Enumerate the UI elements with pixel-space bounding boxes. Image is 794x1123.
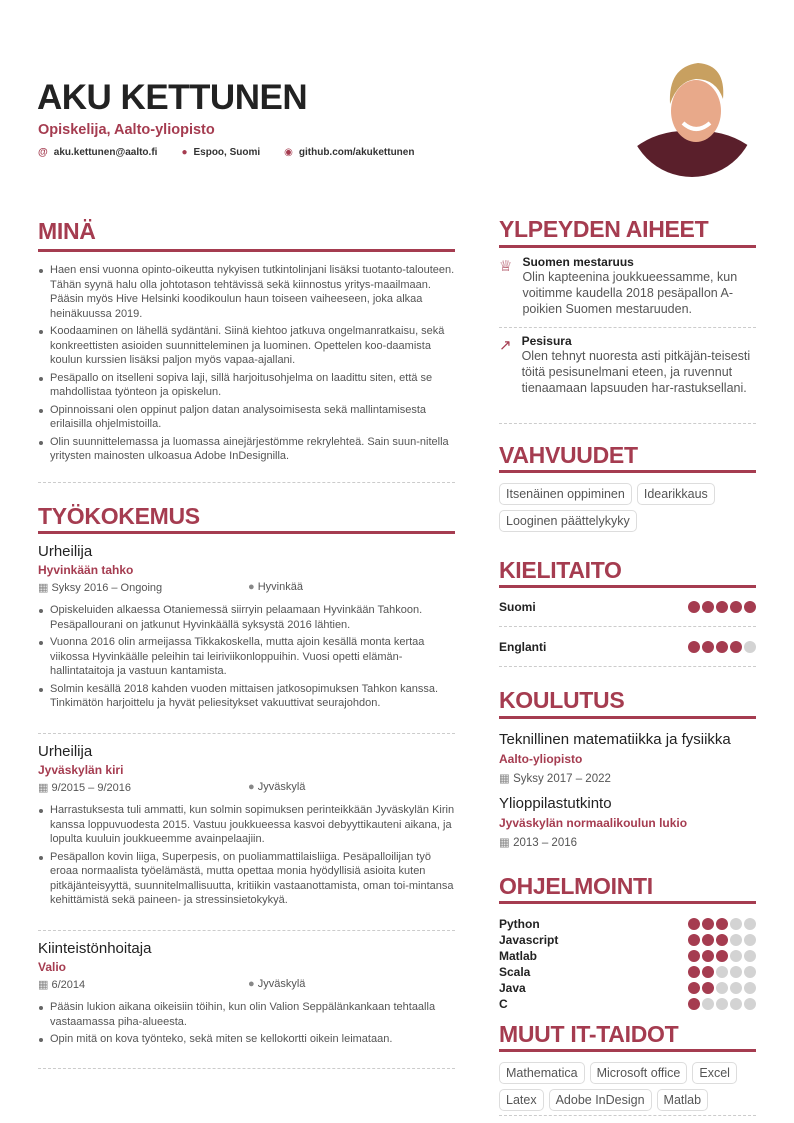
- dot-filled: [688, 998, 700, 1010]
- list-item: Vuonna 2016 olin armeijassa Tikkakoskella, mutta ajoin kesällä monta kertaa viikossa Hyvinkäälle peleihin tai leiriviikonloppuihin. Vuosi opetti elämän-hallintataitoja ja vastuun kantamista.: [38, 635, 455, 679]
- dot-empty: [730, 966, 742, 978]
- map-pin-icon: ●: [248, 781, 258, 793]
- language-name: Englanti: [499, 640, 547, 654]
- job-meta: [38, 978, 455, 994]
- list-item: Pääsin lukion aikana oikeisiin töihin, kun olin Valion Seppälänkankaan tehtaalla vastaamassa piha-alueesta.: [38, 1000, 455, 1029]
- at-icon: @: [38, 147, 48, 158]
- map-pin-icon: ●: [248, 978, 258, 990]
- divider: [499, 327, 756, 328]
- school: Aalto-yliopisto: [499, 752, 583, 766]
- date-text: 2013 – 2016: [513, 837, 578, 849]
- dot-filled: [716, 918, 728, 930]
- job-location: [248, 581, 303, 597]
- rating-dots: [688, 934, 756, 946]
- rating-dots: [688, 601, 756, 613]
- dot-filled: [688, 950, 700, 962]
- job-meta: [38, 581, 455, 597]
- section-title: KIELITAITO: [499, 557, 622, 583]
- section-title: VAHVUUDET: [499, 442, 638, 468]
- dot-empty: [744, 950, 756, 962]
- skill-row: [499, 980, 756, 996]
- skill-name: Matlab: [499, 949, 538, 963]
- degree: Ylioppilastutkinto: [499, 795, 612, 812]
- degree: Teknillinen matematiikka ja fysiikka: [499, 731, 731, 748]
- skill-row: [499, 932, 756, 948]
- dot-empty: [730, 934, 742, 946]
- dot-filled: [688, 982, 700, 994]
- job-location: [248, 978, 305, 994]
- job-date: [38, 978, 248, 994]
- location-text: Jyväskylä: [257, 781, 306, 793]
- skill-name: Java: [499, 981, 526, 995]
- achievement-title: Suomen mestaruus: [522, 255, 634, 269]
- achievements-section: [499, 216, 756, 248]
- about-section: [38, 218, 455, 467]
- calendar-icon: ▦: [38, 582, 52, 594]
- calendar-icon: ▦: [38, 979, 52, 991]
- skill-tag: Itsenäinen oppiminen: [499, 483, 632, 505]
- other-it-section: [499, 1021, 756, 1111]
- section-title: YLPEYDEN AIHEET: [499, 216, 709, 242]
- list-item: Opinnoissani olen oppinut paljon datan analysoimisesta sekä mallintamisesta erilaisilla ohjelmistoilla.: [38, 403, 455, 432]
- chart-line-icon: ↗: [499, 337, 512, 354]
- list-item: Pesäpallo on itselleni sopiva laji, sillä harjoitusohjelma on laadittu siten, että se mahdollistaa työnteon ja opiskelun.: [38, 371, 455, 400]
- skill-tag: Excel: [692, 1062, 737, 1084]
- skill-tag: Microsoft office: [590, 1062, 688, 1084]
- dot-empty: [730, 950, 742, 962]
- job-title: Urheilija: [38, 543, 93, 560]
- skill-tag: Idearikkaus: [637, 483, 715, 505]
- dot-filled: [716, 601, 728, 613]
- skill-row: [499, 964, 756, 980]
- list-item: Opin mitä on kova työnteko, sekä miten se kellokortti oikein leimataan.: [38, 1032, 455, 1047]
- achievement-desc: Olen tehnyt nuoresta asti pitkäjän-teisesti töitä pesisunelmani eteen, ja ruvennut tienaamaan lapsuuden har-rastuksellani.: [521, 349, 751, 395]
- section-title: TYÖKOKEMUS: [38, 503, 200, 529]
- company-name: Valio: [38, 960, 67, 974]
- languages-section: [499, 557, 756, 680]
- education-date: [499, 771, 756, 785]
- dot-filled: [702, 934, 714, 946]
- divider: [38, 249, 455, 252]
- strengths-section: [499, 442, 756, 532]
- list-item: Koodaaminen on lähellä sydäntäni. Siinä kiehtoo jatkuva ongelmanratkaisu, sekä konkreettisten asioiden suunnitteleminen ja luominen. Opettelen koo-daamista koulun kurssien lisäksi paljon myös vapaa-ajallani.: [38, 324, 455, 368]
- dot-empty: [730, 998, 742, 1010]
- dot-empty: [744, 982, 756, 994]
- achievement-body: [522, 255, 756, 317]
- skill-name: C: [499, 997, 508, 1011]
- school: Jyväskylän normaalikoulun lukio: [499, 816, 688, 830]
- person-role: Opiskelija, Aalto-yliopisto: [38, 122, 215, 138]
- language-name: Suomi: [499, 600, 536, 614]
- about-list: [38, 263, 455, 464]
- list-item: Harrastuksesta tuli ammatti, kun solmin sopimuksen perinteikkään Jyväskylän Kirin kanssa loppuvuodesta 2015. Vastuu joukkueessa kasvoi debyyttikauteni aikana, ja lopulta kuuluin joukkueemme avainpelaajiin.: [38, 803, 455, 847]
- dot-empty: [702, 998, 714, 1010]
- achievement-body: [522, 334, 756, 396]
- divider: [499, 716, 756, 719]
- divider: [499, 245, 756, 248]
- divider: [38, 482, 455, 483]
- experience-section: [38, 503, 455, 534]
- person-name: AKU KETTUNEN: [37, 78, 308, 117]
- dot-filled: [716, 641, 728, 653]
- divider: [499, 1049, 756, 1052]
- skill-tag: Looginen päättelykyky: [499, 510, 637, 532]
- skill-tag: Latex: [499, 1089, 544, 1111]
- achievement-desc: Olin kapteenina joukkueessamme, kun voitimme kaudella 2018 pesäpallon A-poikien Suomen mestaruuden.: [522, 270, 738, 316]
- list-item: Pesäpallon kovin liiga, Superpesis, on puoliammattilaisliiga. Pesäpalloilijan työ eroaa normaalista työelämästä, mutta opettaa monia hyödyllisiä asioita kuten pitkäjänteisyyttä, suunnitelmallisuutta, kritiikin vastaanottamista, oman toi-mintansa kehittämistä sekä paineen- ja stressinsietokykyä.: [38, 850, 455, 908]
- skill-name: Javascript: [499, 933, 559, 947]
- date-text: Syksy 2017 – 2022: [513, 773, 611, 785]
- map-pin-icon: ●: [248, 581, 258, 593]
- rating-dots: [688, 998, 756, 1010]
- dot-empty: [744, 918, 756, 930]
- rating-dots: [688, 966, 756, 978]
- job-title: Urheilija: [38, 743, 93, 760]
- calendar-icon: ▦: [499, 773, 514, 785]
- dot-filled: [702, 966, 714, 978]
- skill-tag: Mathematica: [499, 1062, 585, 1084]
- job-date: [38, 781, 248, 797]
- dot-filled: [716, 950, 728, 962]
- divider: [38, 733, 455, 734]
- company-name: Hyvinkään tahko: [38, 563, 134, 577]
- job-entry: [38, 940, 455, 1050]
- dot-filled: [716, 934, 728, 946]
- skill-name: Scala: [499, 965, 531, 979]
- education-date: [499, 835, 756, 849]
- section-title: MINÄ: [38, 218, 96, 244]
- language-row: [499, 600, 756, 614]
- email[interactable]: @ aku.kettunen@aalto.fi: [38, 147, 158, 158]
- dot-empty: [744, 998, 756, 1010]
- skill-row: [499, 996, 756, 1012]
- rating-dots: [688, 918, 756, 930]
- job-meta: [38, 781, 455, 797]
- github-icon: ◉: [284, 147, 293, 158]
- location-text: Hyvinkää: [257, 581, 303, 593]
- education-section: [499, 687, 756, 859]
- dot-filled: [688, 934, 700, 946]
- divider: [499, 666, 756, 667]
- divider: [499, 470, 756, 473]
- rating-dots: [688, 641, 756, 653]
- rating-dots: [688, 950, 756, 962]
- date-text: 9/2015 – 9/2016: [51, 782, 131, 794]
- dot-empty: [716, 966, 728, 978]
- dot-empty: [744, 934, 756, 946]
- date-text: 6/2014: [51, 979, 86, 991]
- dot-empty: [744, 641, 756, 653]
- job-entry: [38, 543, 455, 714]
- education-item: [499, 731, 756, 785]
- section-title: OHJELMOINTI: [499, 873, 653, 899]
- job-location: [248, 781, 305, 797]
- list-item: Opiskeluiden alkaessa Otaniemessä siirryin pelaamaan Hyvinkään Tahkoon. Pesäpallourani on jatkunut Hyvinkäällä syksystä 2016 lähtien.: [38, 603, 455, 632]
- contact-info: [38, 147, 414, 158]
- dot-filled: [688, 966, 700, 978]
- programming-section: [499, 873, 756, 1012]
- dot-empty: [744, 966, 756, 978]
- dot-filled: [702, 950, 714, 962]
- dot-filled: [702, 641, 714, 653]
- job-bullets: [38, 1000, 455, 1047]
- job-date: [38, 581, 248, 597]
- location: ● Espoo, Suomi: [181, 147, 261, 158]
- profile-photo: [628, 49, 756, 177]
- divider: [38, 930, 455, 931]
- divider: [38, 531, 455, 534]
- company-name: Jyväskylän kiri: [38, 763, 124, 777]
- achievement-item: [499, 255, 756, 317]
- skill-tag: Adobe InDesign: [549, 1089, 652, 1111]
- job-bullets: [38, 603, 455, 711]
- divider: [499, 1115, 756, 1116]
- job-title: Kiinteistönhoitaja: [38, 940, 152, 957]
- achievement-title: Pesisura: [521, 334, 572, 348]
- map-pin-icon: ●: [181, 147, 188, 158]
- achievement-item: [499, 334, 756, 396]
- calendar-icon: ▦: [38, 782, 52, 794]
- dot-filled: [688, 641, 700, 653]
- rating-dots: [688, 982, 756, 994]
- dot-filled: [730, 641, 742, 653]
- date-text: Syksy 2016 – Ongoing: [51, 582, 163, 594]
- skill-row: [499, 948, 756, 964]
- dot-empty: [730, 918, 742, 930]
- job-entry: [38, 743, 455, 911]
- skill-row: [499, 916, 756, 932]
- divider: [499, 423, 756, 424]
- list-item: Haen ensi vuonna opinto-oikeutta nykyisen tutkintolinjani lisäksi tuotanto-talouteen. Tähän syynä halu olla johtotason tehtävissä sekä kiinnostus yritys-maailmaan. Pääsin myös Hive Helsinki koodikoulun haun toiseen vaiheeseen, joka alkaa heinäkuussa 2019.: [38, 263, 455, 321]
- divider: [499, 585, 756, 588]
- education-item: [499, 795, 756, 849]
- dot-filled: [702, 918, 714, 930]
- dot-empty: [730, 982, 742, 994]
- dot-filled: [688, 601, 700, 613]
- github-link[interactable]: ◉ github.com/akukettunen: [284, 147, 415, 158]
- section-title: MUUT IT-TAIDOT: [499, 1021, 679, 1047]
- dot-empty: [716, 998, 728, 1010]
- divider: [499, 901, 756, 904]
- list-item: Solmin kesällä 2018 kahden vuoden mittaisen jatkosopimuksen Tahkon kanssa. Tinkimätön harjoittelu ja hyvät peliesitykset vakuuttivat seurajohdon.: [38, 682, 455, 711]
- skill-tag: Matlab: [657, 1089, 709, 1111]
- calendar-icon: ▦: [499, 837, 514, 849]
- dot-filled: [688, 918, 700, 930]
- dot-empty: [716, 982, 728, 994]
- dot-filled: [744, 601, 756, 613]
- list-item: Olin suunnittelemassa ja luomassa ainejärjestömme rekrylehteä. Sain suun-nitella yritysten mainosten ulkoasua Adobe InDesignilla.: [38, 435, 455, 464]
- location-text: Jyväskylä: [257, 978, 306, 990]
- divider: [499, 626, 756, 627]
- dot-filled: [702, 982, 714, 994]
- divider: [38, 1068, 455, 1069]
- job-bullets: [38, 803, 455, 908]
- skill-name: Python: [499, 917, 540, 931]
- dot-filled: [702, 601, 714, 613]
- dot-filled: [730, 601, 742, 613]
- language-row: [499, 640, 756, 654]
- trophy-icon: ♕: [499, 258, 513, 275]
- section-title: KOULUTUS: [499, 687, 625, 713]
